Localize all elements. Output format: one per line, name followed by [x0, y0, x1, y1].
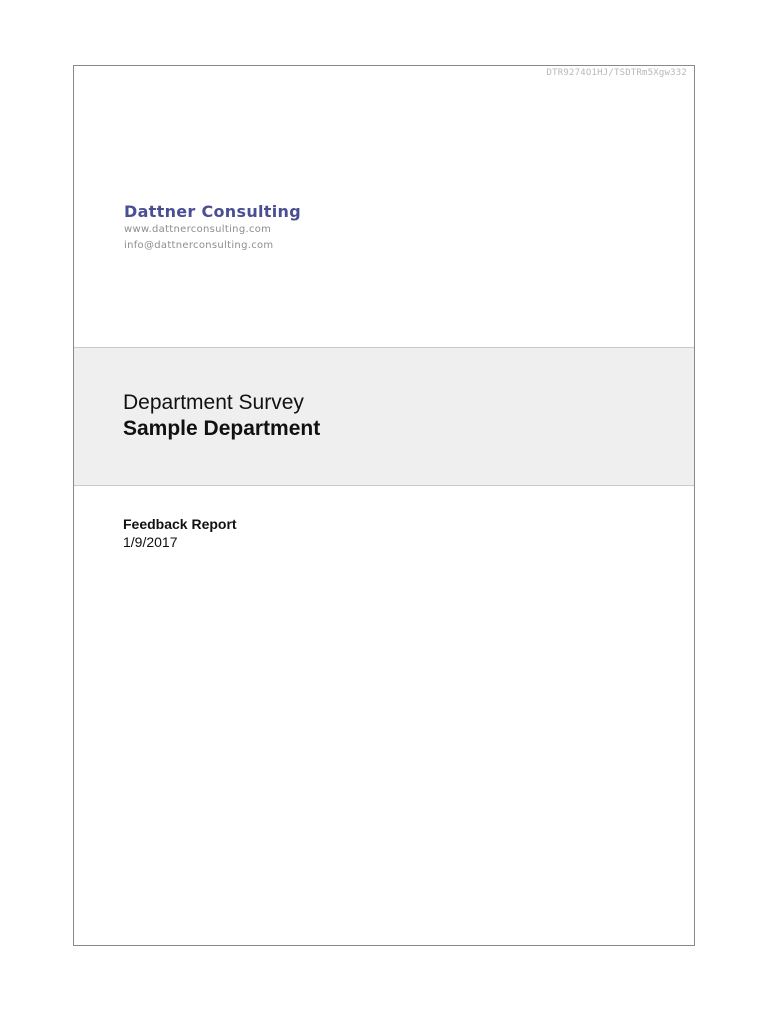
company-name: Dattner Consulting	[124, 202, 301, 221]
report-block	[123, 515, 237, 551]
company-block	[124, 202, 301, 254]
title-block	[123, 390, 320, 442]
title-band	[74, 347, 694, 486]
document-page	[73, 65, 695, 946]
company-email: info@dattnerconsulting.com	[124, 240, 274, 251]
document-subtitle: Sample Department	[123, 417, 321, 440]
report-date: 1/9/2017	[123, 534, 178, 550]
report-title: Feedback Report	[123, 516, 237, 532]
document-title: Department Survey	[123, 391, 304, 414]
company-website: www.dattnerconsulting.com	[124, 224, 272, 235]
document-code: DTR9274O1HJ/TSDTRm5Xgw332	[546, 68, 687, 78]
